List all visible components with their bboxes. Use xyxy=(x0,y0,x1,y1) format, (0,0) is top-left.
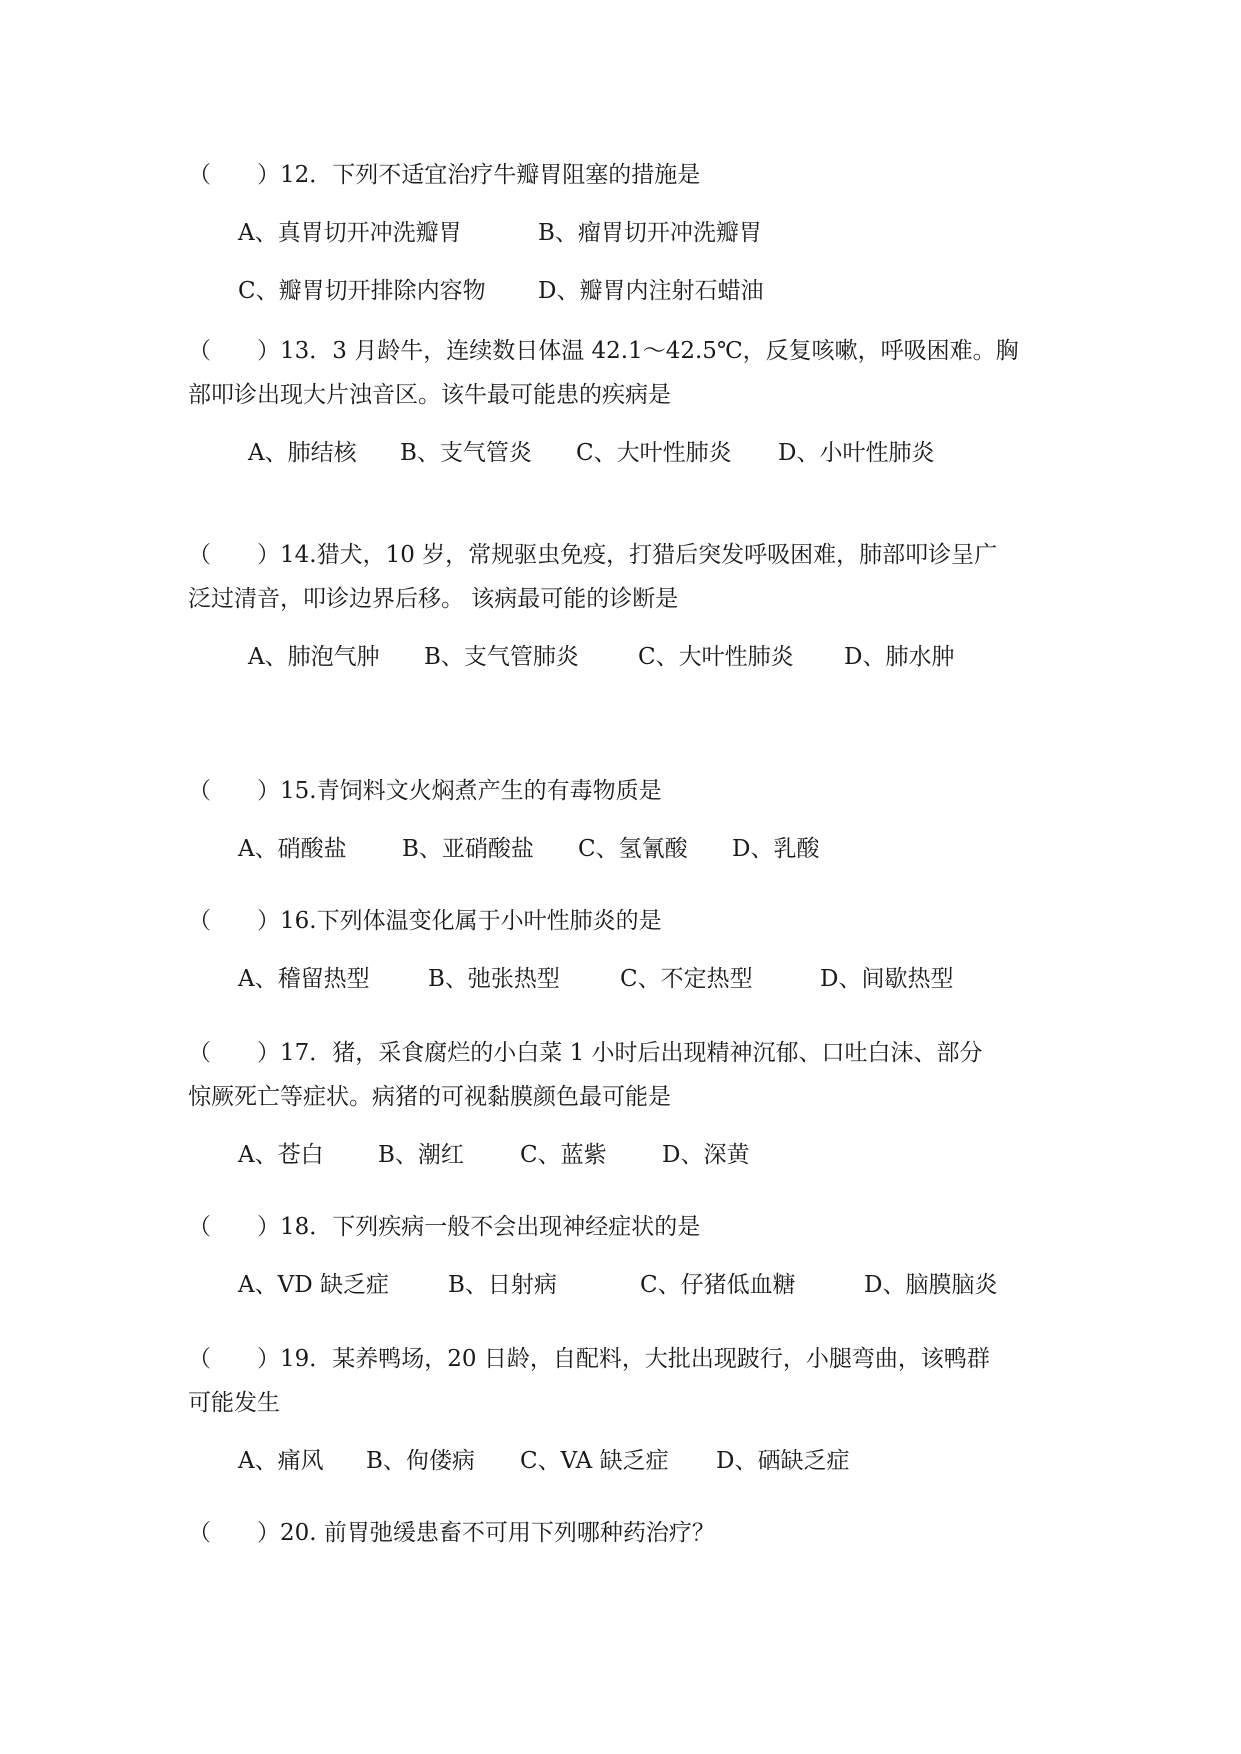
option-d: D、间歇热型 xyxy=(820,966,954,992)
option-c: C、VA 缺乏症 xyxy=(520,1448,669,1474)
option-b: B、瘤胃切开冲洗瓣胃 xyxy=(538,220,762,246)
option-c: C、大叶性肺炎 xyxy=(576,440,732,466)
question-12-stem: （ ）12．下列不适宜治疗牛瓣胃阻塞的措施是 xyxy=(188,162,701,188)
option-a: A、肺结核 xyxy=(248,440,357,466)
option-c: C、氢氰酸 xyxy=(578,836,688,862)
option-d: D、硒缺乏症 xyxy=(716,1448,850,1474)
question-16-stem: （ ）16.下列体温变化属于小叶性肺炎的是 xyxy=(188,908,662,934)
option-b: B、佝偻病 xyxy=(366,1448,475,1474)
option-b: B、日射病 xyxy=(448,1272,557,1298)
question-15-stem: （ ）15.青饲料文火焖煮产生的有毒物质是 xyxy=(188,778,662,804)
option-d: D、肺水肿 xyxy=(844,644,955,670)
question-14-stem: （ ）14.猎犬，10 岁，常规驱虫免疫，打猎后突发呼吸困难，肺部叩诊呈广 xyxy=(188,542,998,568)
question-18-stem: （ ）18．下列疾病一般不会出现神经症状的是 xyxy=(188,1214,701,1240)
option-b: B、支气管肺炎 xyxy=(424,644,579,670)
question-20-stem: （ ）20. 前胃弛缓患畜不可用下列哪种药治疗？ xyxy=(188,1520,715,1546)
option-d: D、小叶性肺炎 xyxy=(778,440,935,466)
option-b: B、弛张热型 xyxy=(428,966,560,992)
option-d: D、深黄 xyxy=(662,1142,750,1168)
option-c: C、仔猪低血糖 xyxy=(640,1272,796,1298)
option-d: D、瓣胃内注射石蜡油 xyxy=(538,278,764,304)
option-a: A、苍白 xyxy=(238,1142,324,1168)
option-a: A、硝酸盐 xyxy=(238,836,347,862)
option-a: A、痛风 xyxy=(238,1448,324,1474)
option-a: A、真胃切开冲洗瓣胃 xyxy=(238,220,462,246)
question-17-cont: 惊厥死亡等症状。病猪的可视黏膜颜色最可能是 xyxy=(188,1084,671,1110)
question-19-stem: （ ）19．某养鸭场，20 日龄，自配料，大批出现跛行，小腿弯曲，该鸭群 xyxy=(188,1346,990,1372)
option-a: A、VD 缺乏症 xyxy=(238,1272,389,1298)
option-b: B、亚硝酸盐 xyxy=(402,836,534,862)
question-13-stem: （ ）13．3 月龄牛，连续数日体温 42.1～42.5℃，反复咳嗽，呼吸困难。胸 xyxy=(188,338,1019,364)
option-c: C、大叶性肺炎 xyxy=(638,644,794,670)
option-b: B、潮红 xyxy=(378,1142,464,1168)
option-a: A、稽留热型 xyxy=(238,966,370,992)
question-17-stem: （ ）17．猪，采食腐烂的小白菜 1 小时后出现精神沉郁、口吐白沫、部分 xyxy=(188,1040,983,1066)
option-c: C、不定热型 xyxy=(620,966,753,992)
option-b: B、支气管炎 xyxy=(400,440,532,466)
question-14-cont: 泛过清音，叩诊边界后移。 该病最可能的诊断是 xyxy=(188,586,679,612)
question-13-cont: 部叩诊出现大片浊音区。该牛最可能患的疾病是 xyxy=(188,382,671,408)
option-d: D、乳酸 xyxy=(732,836,820,862)
question-19-cont: 可能发生 xyxy=(188,1390,280,1416)
option-d: D、脑膜脑炎 xyxy=(864,1272,998,1298)
option-a: A、肺泡气肿 xyxy=(248,644,380,670)
option-c: C、蓝紫 xyxy=(520,1142,607,1168)
option-c: C、瓣胃切开排除内容物 xyxy=(238,278,486,304)
